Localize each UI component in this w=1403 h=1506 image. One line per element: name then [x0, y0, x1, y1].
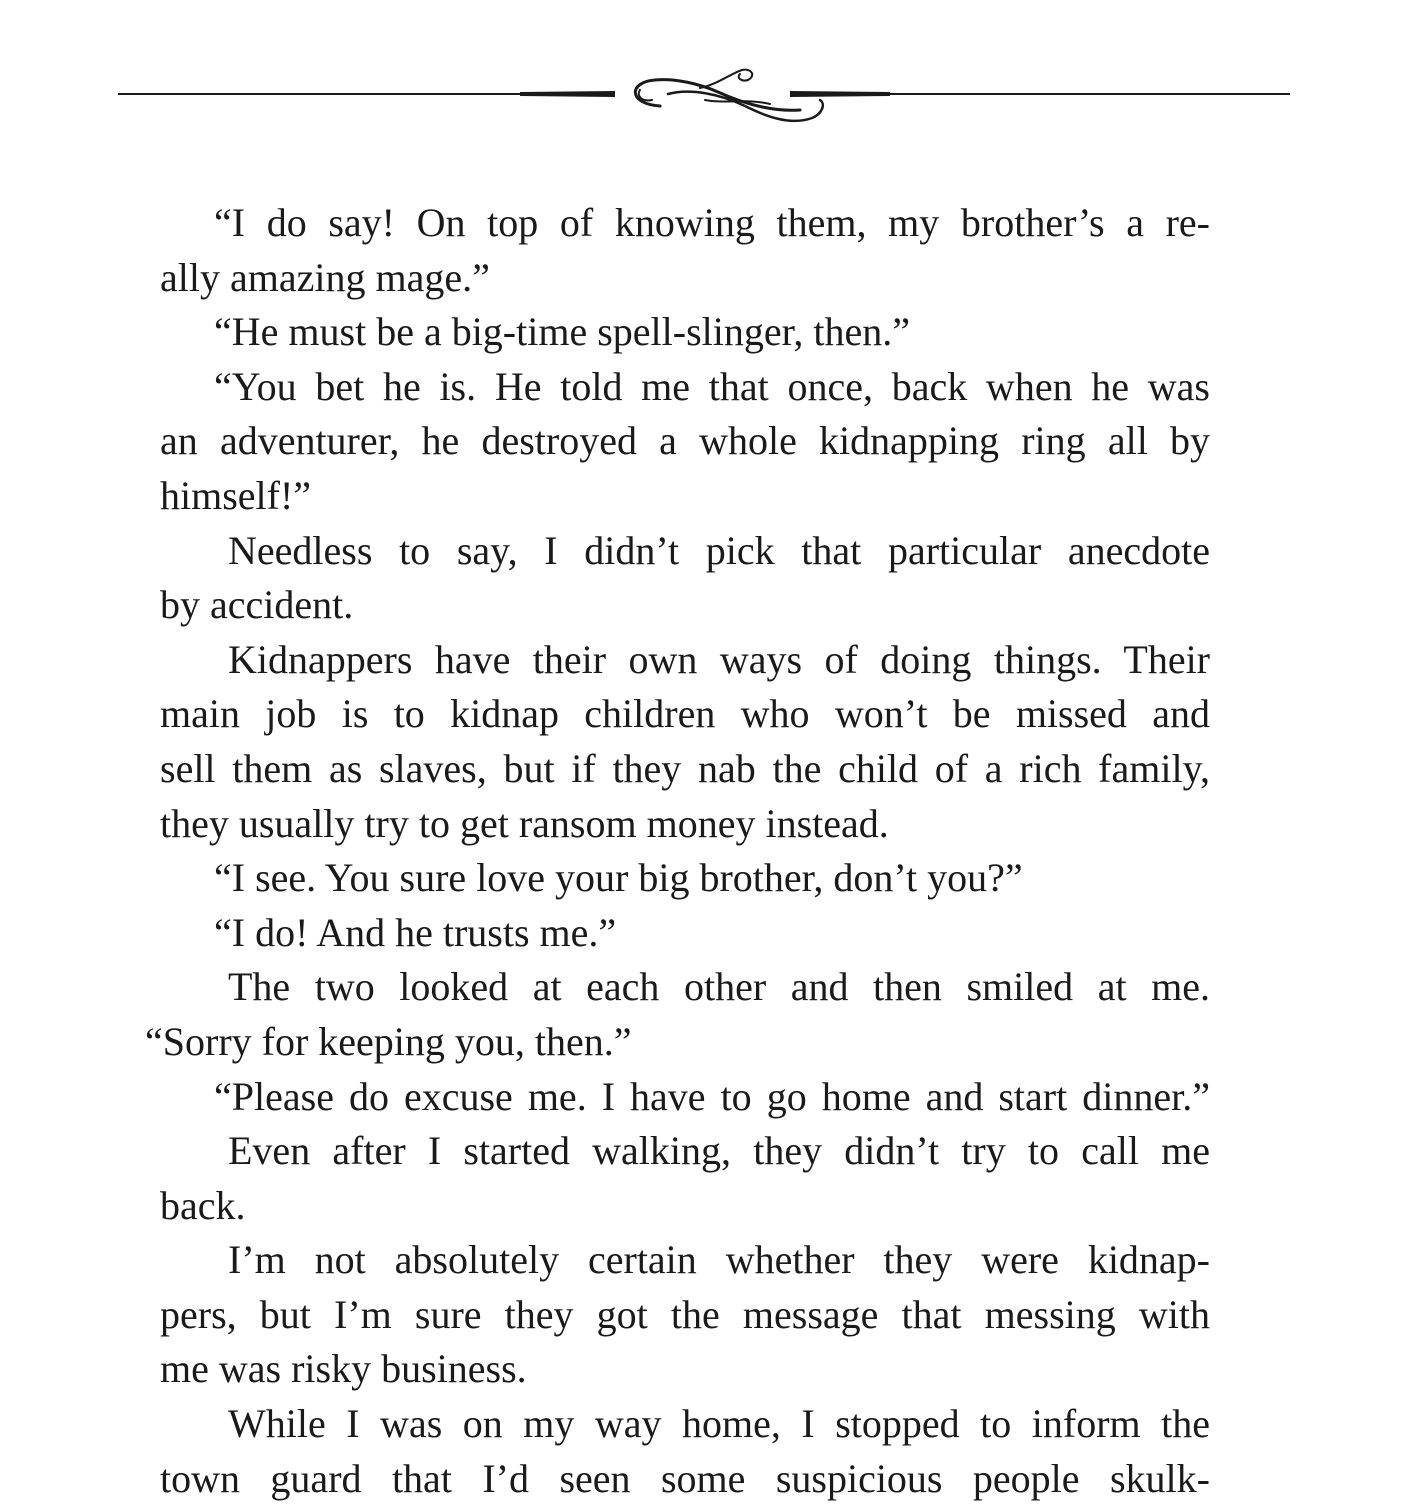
header-flourish-ornament — [0, 60, 1403, 140]
text-line: back. — [160, 1182, 246, 1228]
text-line: they usually try to get ransom money instead. — [160, 800, 889, 846]
text-line: main job is to kidnap children who won’t be missed and — [160, 691, 1210, 737]
text-line: “Sorry for keeping you, then.” — [145, 1018, 632, 1064]
book-page-text — [145, 196, 1210, 1506]
text-line: I’m not absolutely certain whether they were kidnap- — [228, 1237, 1210, 1283]
text-line: Kidnappers have their own ways of doing things. Their — [228, 636, 1210, 682]
text-line: While I was on my way home, I stopped to inform the — [228, 1401, 1210, 1447]
text-line: town guard that I’d seen some suspicious people skulk- — [160, 1455, 1210, 1501]
text-line: “He must be a big-time spell-slinger, then.” — [214, 309, 910, 355]
text-line: ally amazing mage.” — [160, 254, 490, 300]
text-line: “Please do excuse me. I have to go home and start dinner.” — [214, 1073, 1210, 1119]
text-line: an adventurer, he destroyed a whole kidnapping ring all by — [160, 418, 1210, 464]
text-line: “I do say! On top of knowing them, my brother’s a re- — [214, 200, 1210, 245]
text-line: “You bet he is. He told me that once, back when he was — [214, 363, 1210, 409]
text-line: himself!” — [160, 472, 312, 518]
text-line: “I do! And he trusts me.” — [214, 909, 617, 955]
text-line: Even after I started walking, they didn’t try to call me — [228, 1128, 1210, 1174]
text-line: pers, but I’m sure they got the message that messing with — [160, 1291, 1210, 1337]
text-line: Needless to say, I didn’t pick that particular anecdote — [228, 527, 1210, 573]
text-line: The two looked at each other and then smiled at me. — [228, 964, 1210, 1010]
text-line: sell them as slaves, but if they nab the child of a rich family, — [160, 745, 1210, 791]
text-line: me was risky business. — [160, 1346, 527, 1392]
text-line: by accident. — [160, 582, 354, 628]
text-line: “I see. You sure love your big brother, don’t you?” — [214, 855, 1023, 901]
